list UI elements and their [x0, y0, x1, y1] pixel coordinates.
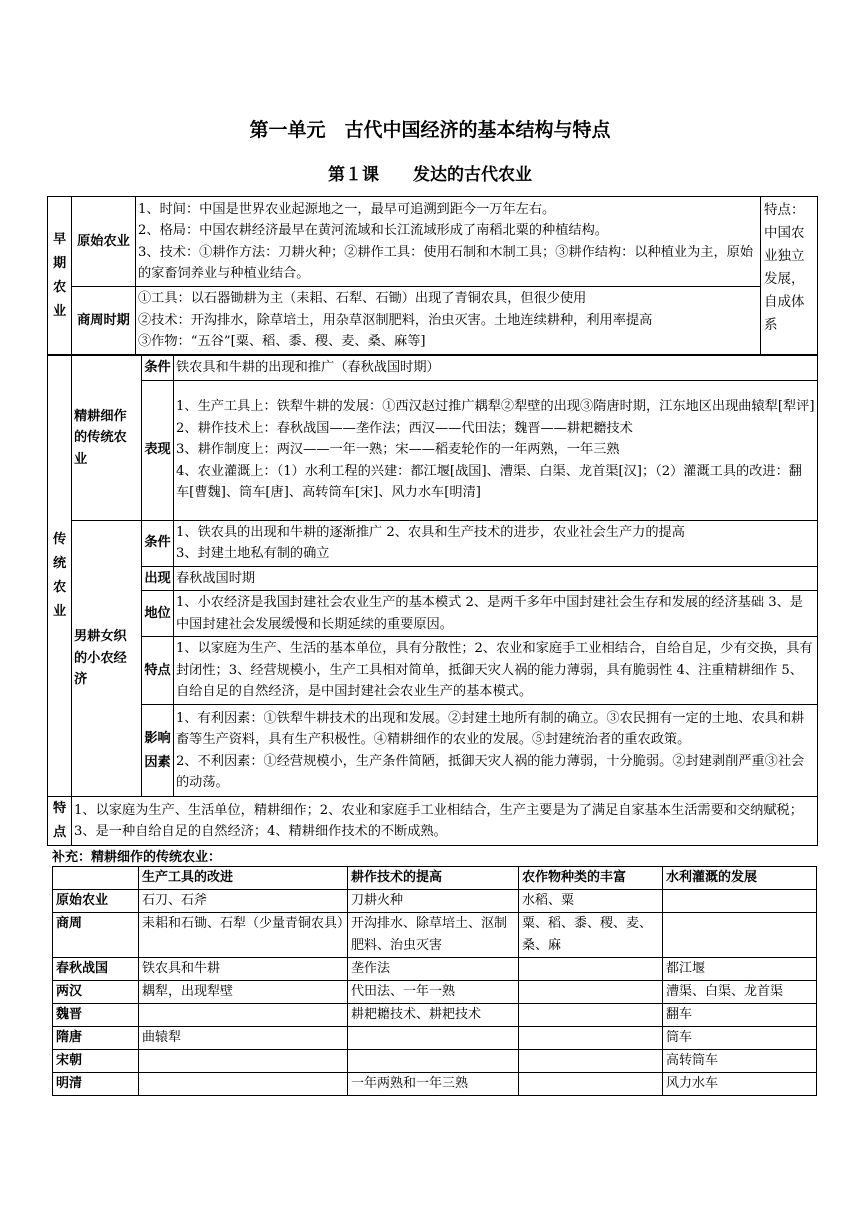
cell-techniques: 垄作法: [348, 958, 519, 981]
primitive-line-1: 1、时间：中国是世界农业起源地之一，最早可追溯到距今一万年左右。: [138, 201, 556, 217]
smallfarm-row-label: 出现: [142, 566, 174, 591]
intensive-performance: [174, 380, 818, 520]
cell-crops: [519, 1073, 663, 1096]
cell-irrigation: [663, 890, 817, 913]
row-period: 商周: [53, 913, 139, 958]
smallfarm-condition: [174, 520, 818, 566]
row-period: 原始农业: [53, 890, 139, 913]
primitive-line-3: 3、技术：①耕作方法：刀耕火种；②耕作工具：使用石制和木制工具；③耕作结构：以种植业为主，原始的家畜饲养业与种植业结合。: [138, 244, 754, 281]
cell-tools: [139, 1004, 348, 1027]
cell-crops: 水稻、粟: [519, 890, 663, 913]
row-period: 宋朝: [53, 1050, 139, 1073]
cell-irrigation: 风力水车: [663, 1073, 817, 1096]
shangzhou-line-3: ③作物：“五谷”[粟、稻、黍、稷、麦、桑、麻等]: [138, 334, 426, 350]
cell-tools: [139, 1073, 348, 1096]
small-farm-economy-label: 男耕女织的小农经济: [72, 520, 142, 797]
cell-techniques: [348, 1050, 519, 1073]
features-text: 1、以家庭为生产、生活单位，精耕细作；2、农业和家庭手工业相结合，生产主要是为了满足自家基本生活需要和交纳赋税；3、是一种自给自足的自然经济；4、精耕细作技术的不断成熟。: [72, 797, 818, 846]
smallfarm-status: 1、小农经济是我国封建社会农业生产的基本模式 2、是两千多年中国封建社会生存和发展的经济基础 3、是中国封建社会发展缓慢和长期延续的重要原因。: [174, 591, 818, 637]
header-cell: 耕作技术的提高: [348, 867, 519, 890]
cell-tools: 曲辕犁: [139, 1027, 348, 1050]
smallfarm-row-label: 地位: [142, 591, 174, 637]
table-row: [53, 958, 817, 981]
cell-tools: 石刀、石斧: [139, 890, 348, 913]
cell-crops: [519, 1004, 663, 1027]
row-period: 春秋战国: [53, 958, 139, 981]
cell-irrigation: [663, 913, 817, 958]
cell-tools: 铁农具和牛耕: [139, 958, 348, 981]
cell-techniques: 代田法、一年一熟: [348, 981, 519, 1004]
cell-techniques: 一年两熟和一年三熟: [348, 1073, 519, 1096]
primitive-line-2: 2、格局：中国农耕经济最早在黄河流域和长江流域形成了南稻北粟的种植结构。: [138, 223, 608, 238]
cell-crops: [519, 958, 663, 981]
primitive-agriculture-content: [136, 197, 761, 287]
smallfarm-condition-line-2: 3、封建土地私有制的确立: [176, 546, 330, 561]
cell-tools: [139, 1050, 348, 1073]
smallfarm-factors: [174, 705, 818, 797]
cell-techniques: 开沟排水、除草培土、沤制肥料、治虫灭害: [348, 913, 519, 958]
cell-irrigation: 翻车: [663, 1004, 817, 1027]
lesson-title: 第１课 发达的古代农业: [328, 165, 532, 185]
performance-line-1: 1、生产工具上：铁犁牛耕的发展：①西汉赵过推广耦犁②犁壁的出现③隋唐时期，江东地区出现曲辕犁[犁评]: [176, 399, 815, 415]
cell-techniques: [348, 1027, 519, 1050]
traditional-agriculture-table: [47, 355, 818, 797]
early-agriculture-trait: 特点：中国农业独立发展，自成体系: [761, 197, 818, 355]
intensive-agriculture-label: 精耕细作的传统农业: [72, 356, 142, 521]
cell-tools: 耦犁，出现犁壁: [139, 981, 348, 1004]
cell-tools: 耒耜和石锄、石犁（少量青铜农具）: [139, 913, 348, 958]
smallfarm-emergence: 春秋战国时期: [174, 566, 818, 591]
row-period: 魏晋: [53, 1004, 139, 1027]
table-row: [53, 1073, 817, 1096]
unit-title: 第一单元 古代中国经济的基本结构与特点: [249, 119, 611, 141]
early-agriculture-table: [47, 196, 818, 355]
table-row: [53, 890, 817, 913]
row-period: 两汉: [53, 981, 139, 1004]
features-table: [47, 796, 818, 846]
cell-techniques: 耕耙耱技术、耕耙技术: [348, 1004, 519, 1027]
row-period: 隋唐: [53, 1027, 139, 1050]
table-row: [53, 981, 817, 1004]
cell-irrigation: 筒车: [663, 1027, 817, 1050]
early-agriculture-label: 早期农业: [48, 197, 72, 355]
performance-line-3: 3、耕作制度上：两汉——一年一熟；宋——稻麦轮作的一年两熟，一年三熟: [176, 442, 620, 458]
shangzhou-line-1: ①工具：以石器锄耕为主（耒耜、石犁、石锄）出现了青铜农具，但很少使用: [138, 291, 587, 307]
table-row: [53, 1027, 817, 1050]
header-cell: 农作物种类的丰富: [519, 867, 663, 890]
cell-crops: [519, 1050, 663, 1073]
row-period: 明清: [53, 1073, 139, 1096]
header-cell: 水利灌溉的发展: [663, 867, 817, 890]
cell-irrigation: 漕渠、白渠、龙首渠: [663, 981, 817, 1004]
table-row: [53, 1004, 817, 1027]
smallfarm-row-label: 影响因素: [142, 705, 174, 797]
smallfarm-row-label: 条件: [142, 520, 174, 566]
supplement-table: [52, 866, 817, 1096]
cell-irrigation: 高转筒车: [663, 1050, 817, 1073]
header-cell: 生产工具的改进: [139, 867, 348, 890]
supplement-heading: 补充：精耕细作的传统农业：: [52, 850, 222, 865]
intensive-performance-label: 表现: [142, 380, 174, 520]
performance-line-2: 2、耕作技术上：春秋战国——垄作法；西汉——代田法；魏晋——耕耙耱技术: [176, 420, 633, 436]
shangzhou-content: [136, 287, 761, 355]
cell-crops: [519, 1027, 663, 1050]
smallfarm-row-label: 特点: [142, 637, 174, 705]
features-label: 特点: [48, 797, 72, 846]
table-row: [53, 1050, 817, 1073]
primitive-agriculture-label: 原始农业: [72, 197, 136, 287]
traditional-agriculture-label: 传统农业: [48, 356, 72, 797]
cell-techniques: 刀耕火种: [348, 890, 519, 913]
cell-irrigation: 都江堰: [663, 958, 817, 981]
smallfarm-factor-line-1: 1、有利因素：①铁犁牛耕技术的出现和发展。②封建土地所有制的确立。③农民拥有一定的土地、农具和耕畜等生产资料，具有生产积极性。④精耕细作的农业的发展。⑤封建统治者的重农政策。: [176, 710, 805, 747]
cell-crops: 粟、稻、黍、稷、麦、桑、麻: [519, 913, 663, 958]
cell-crops: [519, 981, 663, 1004]
smallfarm-traits: 1、以家庭为生产、生活的基本单位，具有分散性；2、农业和家庭手工业相结合，自给自足，少有交换，具有封闭性；3、经营规模小，生产工具相对简单，抵御天灾人祸的能力薄弱，具有脆弱性 4、注重精耕细作 5、自给自足的自然经济，是中国封建社会农业生产的基本模式。: [174, 637, 818, 705]
table-row: [53, 913, 817, 958]
performance-line-4: 4、农业灌溉上：（1）水利工程的兴建：都江堰[战国]、漕渠、白渠、龙首渠[汉]；（2）灌溉工具的改进：翻车[曹魏]、筒车[唐]、高转筒车[宋]、风力水车[明清]: [176, 463, 802, 501]
shangzhou-line-2: ②技术：开沟排水，除草培土，用杂草沤制肥料，治虫灭害。土地连续耕种，利用率提高: [138, 312, 653, 328]
header-cell: [53, 867, 139, 890]
shangzhou-label: 商周时期: [72, 287, 136, 355]
intensive-condition: 铁农具和牛耕的出现和推广（春秋战国时期）: [174, 356, 818, 381]
intensive-condition-label: 条件: [142, 356, 174, 381]
smallfarm-condition-line-1: 1、铁农具的出现和牛耕的逐渐推广 2、农具和生产技术的进步，农业社会生产力的提高: [176, 524, 685, 540]
smallfarm-factor-line-2: 2、不利因素：①经营规模小，生产条件简陋，抵御天灾人祸的能力薄弱，十分脆弱。②封建剥削严重③社会的动荡。: [176, 753, 805, 790]
